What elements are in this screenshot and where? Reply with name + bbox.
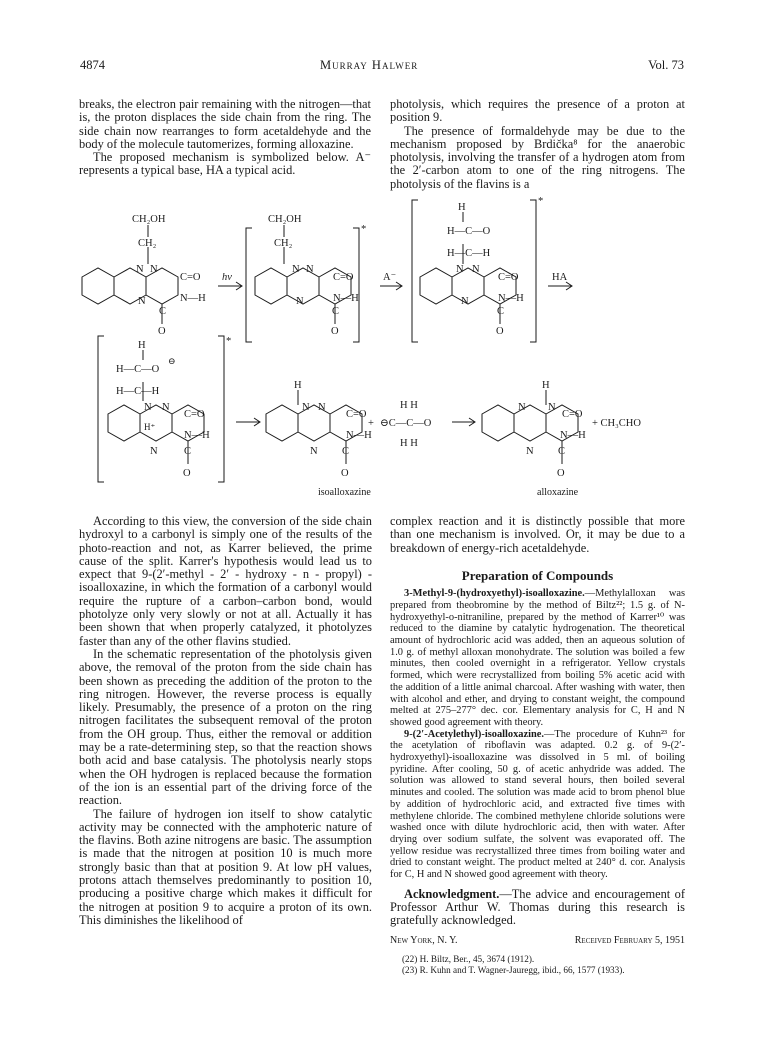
- scheme-label: C=O: [498, 272, 519, 283]
- paragraph: The presence of formaldehyde may be due to the mechanism proposed by Brdička⁸ for the anaerobic photolysis, involving the transfer of a hydrogen atom from the 2′-carbon atom to one of the ring nitrogens. The photolysis of the flavins is a: [390, 123, 685, 191]
- scheme-label: N—H: [560, 430, 586, 441]
- scheme-label: N: [144, 402, 152, 413]
- scheme-label: N: [296, 296, 304, 307]
- paragraph: The proposed mechanism is symbolized below. A⁻ represents a typical base, HA a typical acid.: [79, 150, 371, 178]
- compound-text: —Methylalloxan was prepared from theobromine by the method of Biltz²²; 1.5 g. of N-hydroxyethyl-o-nitraniline, prepared by the method of Karrer¹⁰ was reduced to the diamine by catalytic hydrogenation. The theoretical amount of hydrochloric acid was added, then an aqueous solution of 1.0 g. of methyl alloxan monohydrate. The solution was boiled a few minutes, then cooled overnight in a refrigerator. Yellow crystals formed, which were recrystallized from boiling 5% acetic acid with the addition of a little animal charcoal. After washing with water, then with alcohol and ether, and drying to constant weight, the compound melted at 275–277° dec. cor. Elementary analysis for C, H and N showed good agreement with theory.: [390, 588, 685, 728]
- scheme-label: C=O: [184, 409, 205, 420]
- compound-title: 9-(2′-Acetylethyl)-isoalloxazine.: [404, 728, 544, 740]
- scheme-label: N: [136, 264, 144, 275]
- paragraph: complex reaction and it is distinctly possible that more than one mechanism is involved. Or, it may be due to a breakdown of energy-rich acetaldehyde.: [390, 514, 685, 555]
- signoff-received: Received February 5, 1951: [574, 934, 685, 946]
- scheme-label: H: [294, 380, 302, 391]
- top-left-column: [79, 98, 371, 178]
- scheme-label: N: [456, 264, 464, 275]
- reaction-scheme: [0, 192, 763, 504]
- scheme-label: N: [518, 402, 526, 413]
- scheme-label: N: [138, 296, 146, 307]
- scheme-label: + CH₃CHO: [592, 418, 641, 429]
- scheme-label: C: [497, 306, 505, 317]
- page-number: 4874: [80, 58, 105, 72]
- paragraph: The failure of hydrogen ion itself to show catalytic activity may be connected with the amphoteric nature of the flavins. Both azine nitrogens are basic. The assumption is made that the nitrogen at position 10 is much more strongly basic than that at position 9. At low pH values, protons attach themselves predominantly to position 10, producing a positive charge which makes it difficult for the nitrogen at position 9 to acquire a proton of its own. This diminishes the likelihood of: [79, 806, 372, 927]
- section-heading: Preparation of Compounds: [461, 567, 614, 583]
- scheme-label: N—H: [346, 430, 372, 441]
- scheme-label: H H: [400, 438, 418, 449]
- scheme-label: N: [461, 296, 469, 307]
- scheme-label: H: [458, 202, 466, 213]
- scheme-label: CH₂: [138, 238, 157, 249]
- scheme-label: CH₂OH: [132, 214, 166, 225]
- scheme-label: C: [558, 446, 566, 457]
- scheme-label: N—H: [498, 293, 524, 304]
- scheme-label: O: [331, 326, 339, 337]
- scheme-label: hν: [222, 272, 232, 283]
- signoff-place: New York, N. Y.: [390, 934, 458, 946]
- scheme-label: C=O: [562, 409, 583, 420]
- volume-label: Vol. 73: [648, 58, 684, 72]
- scheme-label: C: [332, 306, 340, 317]
- footnote: (23) R. Kuhn and T. Wagner-Jauregg, ibid., 66, 1577 (1933).: [402, 965, 625, 976]
- scheme-label: C: [184, 446, 192, 457]
- scheme-label: H—C—O: [447, 226, 491, 237]
- scheme-label: ⊖: [168, 356, 176, 366]
- scheme-label: O: [557, 468, 565, 479]
- footnotes: [390, 954, 685, 977]
- scheme-label: N—H: [180, 293, 206, 304]
- scheme-label: N: [472, 264, 480, 275]
- signoff: [390, 934, 685, 948]
- scheme-label: CH₂OH: [268, 214, 302, 225]
- scheme-label: N—H: [184, 430, 210, 441]
- scheme-label: N: [548, 402, 556, 413]
- scheme-label: H—C—H: [447, 248, 491, 259]
- compound-title: 3-Methyl-9-(hydroxyethyl)-isoalloxazine.: [404, 588, 585, 600]
- paragraph: In the schematic representation of the photolysis given above, the removal of the proton from the side chain has been shown as preceding the addition of the proton to the ring nitrogen. However, the reverse process is equally likely. Presumably, the presence of a proton on the ring nitrogen facilitates the subsequent removal of the proton from the OH group. Thus, either the removal or addition may be a rate-determining step, so that the reaction shows both acid and base catalysis. The photolysis nearly stops when the OH hydrogen is replaced because the formation of the ion is an essential part of the driving force of the reaction.: [79, 646, 372, 808]
- scheme-label: H: [138, 340, 146, 351]
- paragraph: photolysis, which requires the presence of a proton at position 9.: [390, 97, 685, 125]
- paragraph: According to this view, the conversion of the side chain hydroxyl to a carbonyl is simply one of the results of the photo-reaction and not, as Karrer believed, the prime cause of the split. Karrer's hypothesis would lead us to expect that 9-(2′-methyl - 2′ - hydroxy - n - propyl) - isoalloxazine, in which the formation of a carbonyl would require the rupture of a carbon–carbon bond, would photolyze only very slowly or not at all. Actually it has been shown that when properly catalyzed, it photolyzes faster than any of the other flavins studied.: [79, 514, 372, 648]
- scheme-label: N: [318, 402, 326, 413]
- bottom-right-column: [390, 515, 685, 977]
- scheme-label: C=O: [333, 272, 354, 283]
- scheme-label: H—C—O: [116, 364, 160, 375]
- scheme-label: +: [368, 418, 374, 429]
- scheme-label: N—H: [333, 293, 359, 304]
- scheme-label: N: [292, 264, 300, 275]
- scheme-label: H⁺: [144, 422, 156, 432]
- scheme-label: O: [341, 468, 349, 479]
- scheme-label: O: [158, 326, 166, 337]
- scheme-label: H: [542, 380, 550, 391]
- preparation-text: [390, 588, 685, 881]
- scheme-label: *: [361, 224, 367, 235]
- scheme-label: N: [150, 264, 158, 275]
- scheme-label: A⁻: [383, 272, 397, 283]
- compound-text: —The procedure of Kuhn²³ for the acetylation of riboflavin was adapted. 0.2 g. of 9-(2′-hydroxyethyl)-isoalloxazine was dissolved in 5 ml. of boiling pyridine. After cooling, 50 g. of acetic anhydride was added. The solution was allowed to stand several hours, then boiled several minutes and cooled. The solution was made acid to brom phenol blue by addition of hydrochloric acid, and extracted five times with methylene chloride. The combined methylene chloride solutions were washed once with dilute hydrochloric acid, then with water. After drying over sodium sulfate, the solvent was evaporated off. The yellow residue was recrystallized three times from boiling water and dried to constant weight. The product melted at 240° d. cor. Analysis for C, H and N showed good agreement with theory.: [390, 728, 685, 881]
- scheme-label: C: [159, 306, 167, 317]
- bottom-left-column: [79, 515, 372, 927]
- scheme-label: C=O: [180, 272, 201, 283]
- acknowledgment-text: —The advice and encouragement of Professor Arthur W. Thomas during this research is gratefully acknowledged.: [390, 886, 685, 928]
- scheme-label: N: [162, 402, 170, 413]
- scheme-label: O: [183, 468, 191, 479]
- acknowledgment-title: Acknowledgment.: [404, 886, 500, 901]
- alloxazine-caption: alloxazine: [537, 487, 579, 498]
- running-head-author: Murray Halwer: [320, 58, 419, 72]
- scheme-label: *: [538, 196, 544, 207]
- scheme-label: ⊖C—C—O: [380, 418, 432, 429]
- scheme-label: N: [526, 446, 534, 457]
- paragraph: breaks, the electron pair remaining with the nitrogen—that is, the proton displaces the side chain from the ring. The side chain now rearranges to form acetaldehyde and the body of the molecule tautomerizes, forming alloxazine.: [79, 97, 371, 151]
- scheme-label: H—C—H: [116, 386, 160, 397]
- scheme-label: H H: [400, 400, 418, 411]
- footnote: (22) H. Biltz, Ber., 45, 3674 (1912).: [402, 953, 535, 964]
- scheme-label: C=O: [346, 409, 367, 420]
- scheme-label: HA: [552, 272, 568, 283]
- top-right-column: [390, 98, 685, 191]
- scheme-label: C: [342, 446, 350, 457]
- scheme-label: CH₂: [274, 238, 293, 249]
- scheme-label: N: [310, 446, 318, 457]
- scheme-label: N: [150, 446, 158, 457]
- scheme-label: O: [496, 326, 504, 337]
- scheme-label: *: [226, 336, 232, 347]
- scheme-label: N: [306, 264, 314, 275]
- isoalloxazine-caption: isoalloxazine: [318, 487, 371, 498]
- scheme-label: N: [302, 402, 310, 413]
